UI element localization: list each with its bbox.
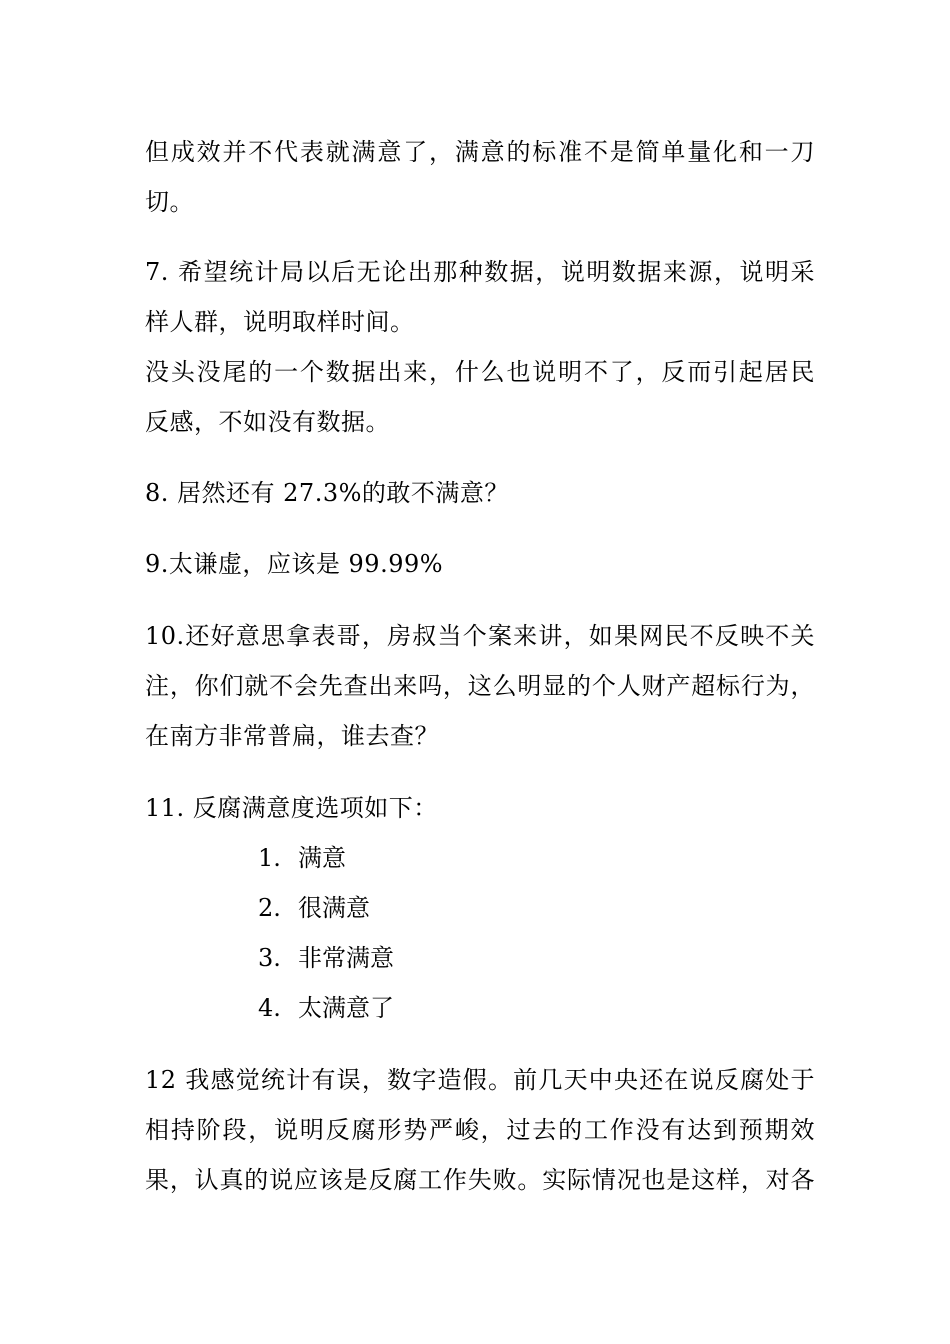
paragraph-10-line-1: 10.还好意思拿表哥，房叔当个案来讲，如果网民不反映不关 [145,622,815,650]
option-item [258,842,346,874]
option-number: 2. [258,894,281,922]
paragraph-8-line-1: 8. 居然还有 27.3%的敢不满意？ [145,479,509,507]
option-number: 4. [258,994,281,1022]
option-number: 3. [258,944,281,972]
option-text: 满意 [298,844,346,872]
option-item [258,942,394,974]
option-text: 很满意 [298,894,370,922]
paragraph-7-line-1: 7. 希望统计局以后无论出那种数据，说明数据来源，说明采 [145,258,815,286]
option-number: 1. [258,844,281,872]
option-text: 非常满意 [298,944,394,972]
paragraph-6-line-2: 切。 [145,188,194,216]
paragraph-12-line-3: 果，认真的说应该是反腐工作失败。实际情况也是这样，对各 [145,1166,815,1194]
option-item [258,892,370,924]
paragraph-7-line-3: 没头没尾的一个数据出来，什么也说明不了，反而引起居民 [145,358,815,386]
paragraph-10-line-3: 在南方非常普扁，谁去查？ [145,722,439,750]
paragraph-7-line-4: 反感，不如没有数据。 [145,408,390,436]
paragraph-12-line-2: 相持阶段，说明反腐形势严峻，过去的工作没有达到预期效 [145,1116,815,1144]
paragraph-9-line-1: 9.太谦虚，应该是 99.99% [145,550,444,578]
paragraph-7-line-2: 样人群，说明取样时间。 [145,308,415,336]
paragraph-11-line-1: 11. 反腐满意度选项如下： [145,794,438,822]
option-text: 太满意了 [298,994,394,1022]
paragraph-10-line-2: 注，你们就不会先查出来吗，这么明显的个人财产超标行为， [145,672,815,700]
paragraph-6-line-1: 但成效并不代表就满意了，满意的标准不是简单量化和一刀 [145,138,815,166]
option-item [258,992,394,1024]
paragraph-12-line-1: 12 我感觉统计有误，数字造假。前几天中央还在说反腐处于 [145,1066,815,1094]
